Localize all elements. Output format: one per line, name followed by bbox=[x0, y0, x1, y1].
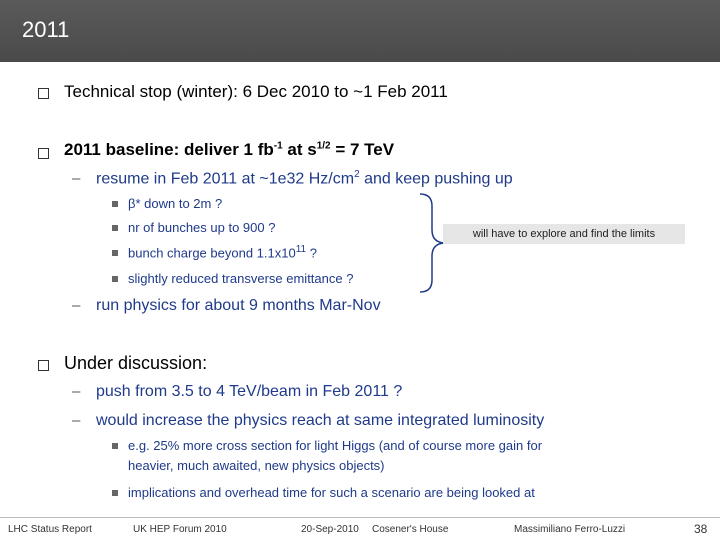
sub-resume bbox=[96, 169, 513, 188]
square-bullet-icon bbox=[112, 490, 118, 496]
footer-report: LHC Status Report bbox=[8, 524, 92, 535]
limits-note: will have to explore and find the limits bbox=[443, 224, 685, 244]
sub-push-energy: push from 3.5 to 4 TeV/beam in Feb 2011 ? bbox=[96, 383, 403, 400]
footer-author: Massimiliano Ferro-Luzzi bbox=[514, 524, 626, 535]
charge-sup: 11 bbox=[295, 244, 307, 255]
item-emittance: slightly reduced transverse emittance ? bbox=[128, 271, 354, 286]
baseline-sup1: -1 bbox=[273, 140, 283, 152]
bullet-baseline bbox=[64, 140, 394, 160]
item-higgs-line1: e.g. 25% more cross section for light Higgs (and of course more gain for bbox=[128, 438, 543, 453]
sub-physics-reach: would increase the physics reach at same integrated luminosity bbox=[96, 412, 545, 429]
square-bullet-icon bbox=[112, 225, 118, 231]
baseline-suffix: = 7 TeV bbox=[330, 140, 395, 159]
footer-forum: UK HEP Forum 2010 bbox=[133, 524, 227, 535]
footer-venue: Cosener's House bbox=[372, 524, 449, 535]
checkbox-bullet-icon bbox=[38, 148, 49, 159]
charge-suffix: ? bbox=[306, 245, 317, 261]
charge-prefix: bunch charge beyond 1.1x10 bbox=[128, 245, 296, 261]
footer-date: 20-Sep-2010 bbox=[301, 524, 359, 535]
baseline-middle: at s bbox=[282, 140, 317, 159]
square-bullet-icon bbox=[112, 201, 118, 207]
square-bullet-icon bbox=[112, 443, 118, 449]
slide-title: 2011 bbox=[22, 17, 70, 42]
item-implications: implications and overhead time for such a scenario are being looked at bbox=[128, 485, 535, 500]
dash-bullet-icon: – bbox=[72, 383, 81, 400]
baseline-sup2: 1/2 bbox=[316, 140, 331, 152]
resume-text: resume in Feb 2011 at ~1e32 Hz/cm bbox=[96, 170, 355, 188]
resume-sup: 2 bbox=[354, 169, 360, 180]
title-bar bbox=[0, 0, 720, 62]
sub-run-physics: run physics for about 9 months Mar-Nov bbox=[96, 297, 381, 314]
square-bullet-icon bbox=[112, 250, 118, 256]
page-number: 38 bbox=[694, 522, 708, 536]
item-beta: β* down to 2m ? bbox=[128, 196, 223, 211]
bullet-under-discussion: Under discussion: bbox=[64, 353, 208, 373]
checkbox-bullet-icon bbox=[38, 360, 49, 371]
bullet-technical-stop: Technical stop (winter): 6 Dec 2010 to ~1 Feb 2011 bbox=[64, 82, 448, 101]
dash-bullet-icon: – bbox=[72, 412, 81, 429]
footer-divider bbox=[0, 517, 720, 518]
baseline-prefix: 2011 baseline: deliver 1 fb bbox=[64, 140, 274, 159]
item-higgs-line2: heavier, much awaited, new physics objects) bbox=[128, 458, 385, 473]
checkbox-bullet-icon bbox=[38, 88, 49, 99]
dash-bullet-icon: – bbox=[72, 170, 81, 187]
square-bullet-icon bbox=[112, 276, 118, 282]
dash-bullet-icon: – bbox=[72, 297, 81, 314]
resume-suffix: and keep pushing up bbox=[359, 170, 513, 188]
item-charge bbox=[128, 244, 317, 260]
item-bunches: nr of bunches up to 900 ? bbox=[128, 220, 276, 235]
